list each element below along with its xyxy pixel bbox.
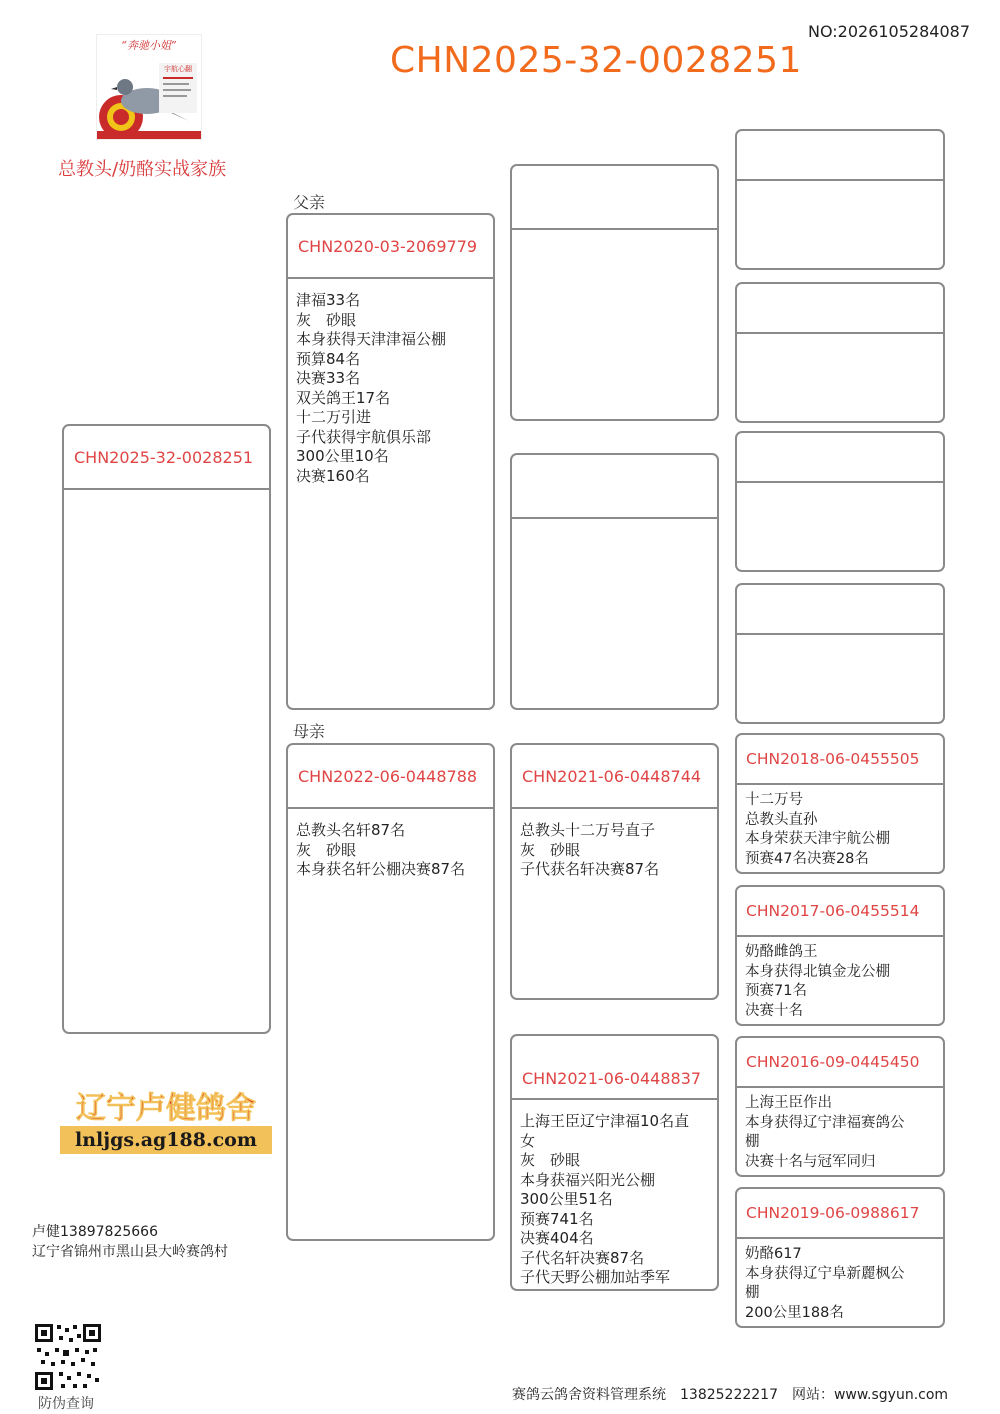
great-grandparent-info-line: 十二万号 [745, 792, 803, 808]
dam-info [288, 809, 493, 884]
owner-contact: 卢健13897825666 [32, 1224, 158, 1240]
pigeon-photo-logo [96, 34, 202, 140]
sire-card [286, 213, 495, 710]
dam-ring-number: CHN2022-06-0448788 [288, 745, 493, 809]
dam-sire-ring-number: CHN2021-06-0448744 [512, 745, 717, 809]
great-grandparent-info [737, 1239, 943, 1327]
dam-info-line: 总教头名轩87名 [296, 821, 406, 839]
dam-dam-info-line: 灰 砂眼 [520, 1151, 581, 1169]
great-grandparent-ring-number [737, 585, 943, 635]
great-grandparent-ring-number [737, 284, 943, 334]
dam-dam-info-line: 上海王臣辽宁津福10名直 [520, 1112, 690, 1130]
great-grandparent-card [735, 1036, 945, 1177]
qr-code-icon [33, 1322, 103, 1392]
sire-info-line: 津福33名 [296, 291, 361, 309]
great-grandparent-info-line: 棚 [745, 1134, 760, 1150]
great-grandparent-info-line: 200公里188名 [745, 1304, 844, 1321]
mother-label: 母亲 [293, 722, 326, 741]
great-grandparent-info-line: 奶酪617 [745, 1246, 802, 1262]
dam-info-line: 本身获名轩公棚决赛87名 [296, 860, 466, 878]
great-grandparent-card [735, 885, 945, 1026]
great-grandparent-info-line: 棚 [745, 1285, 760, 1301]
great-grandparent-card [735, 1187, 945, 1328]
dam-dam-info-line: 决赛404名 [520, 1229, 594, 1247]
dam-sire-card [510, 743, 719, 1000]
great-grandparent-ring-number: CHN2019-06-0988617 [737, 1189, 943, 1239]
great-grandparent-ring-number [737, 433, 943, 483]
dam-sire-info-line: 子代获名轩决赛87名 [520, 860, 660, 878]
certificate-number: NO:2026105284087 [807, 22, 970, 41]
dam-sire-info-line: 总教头十二万号直子 [520, 821, 656, 839]
great-grandparent-info [737, 785, 943, 873]
footer-system-info: 赛鸽云鸽舍资料管理系统 13825222217 网站：www.sgyun.com [512, 1387, 949, 1403]
sire-info-line: 300公里10名 [296, 447, 389, 465]
dam-dam-info-line: 300公里51名 [520, 1190, 613, 1208]
great-grandparent-card [735, 431, 945, 572]
great-grandparent-ring-number [737, 131, 943, 181]
sire-sire-card [510, 164, 719, 421]
sire-sire-ring-number [512, 166, 717, 230]
subject-card [62, 424, 271, 1034]
dam-sire-info-line: 灰 砂眼 [520, 840, 581, 859]
dam-dam-info [512, 1100, 717, 1291]
sire-sire-info [512, 230, 717, 246]
dam-dam-info-line: 女 [520, 1131, 536, 1150]
sire-info [288, 279, 493, 490]
sire-info-line: 决赛33名 [296, 369, 361, 387]
sire-info-line: 本身获得天津津福公棚 [296, 330, 447, 348]
great-grandparent-info-line: 本身荣获天津宇航公棚 [745, 831, 890, 847]
dam-info-line: 灰 砂眼 [296, 840, 357, 859]
great-grandparent-info [737, 937, 943, 1025]
sire-dam-card [510, 453, 719, 710]
great-grandparent-card [735, 129, 945, 270]
dam-card [286, 743, 495, 1241]
great-grandparent-info-line: 上海王臣作出 [745, 1095, 832, 1111]
dam-dam-card [510, 1034, 719, 1291]
great-grandparent-ring-number: CHN2017-06-0455514 [737, 887, 943, 937]
qr-code-label: 防伪查询 [38, 1396, 94, 1412]
pigeon-photo-image [97, 35, 201, 139]
sire-info-line: 十二万引进 [296, 408, 372, 426]
sire-dam-ring-number [512, 455, 717, 519]
great-grandparent-ring-number: CHN2016-09-0445450 [737, 1038, 943, 1088]
great-grandparent-info [737, 1088, 943, 1176]
owner-address: 辽宁省锦州市黑山县大岭赛鸽村 [32, 1244, 228, 1260]
dam-sire-info [512, 809, 717, 884]
dam-dam-info-line: 子代名轩决赛87名 [520, 1248, 645, 1267]
loft-logo-image [60, 1084, 272, 1156]
great-grandparent-info-line: 本身获得辽宁津福赛鸽公 [745, 1114, 905, 1131]
great-grandparent-info-line: 本身获得辽宁阜新麗枫公 [745, 1265, 905, 1282]
loft-logo [60, 1084, 272, 1156]
qr-code[interactable] [33, 1322, 103, 1392]
great-grandparent-card [735, 583, 945, 724]
sire-dam-info [512, 519, 717, 535]
loft-name: 辽宁卢健鸽舍 [76, 1091, 256, 1126]
great-grandparent-info-line: 总教头直孙 [745, 811, 818, 828]
dam-dam-info-line: 预赛741名 [520, 1209, 594, 1228]
dam-dam-info-line: 本身获福兴阳光公棚 [520, 1170, 656, 1189]
dam-dam-info-line: 子代天野公棚加站季军 [520, 1268, 671, 1286]
great-grandparent-info-line: 决赛十名与冠军同归 [745, 1153, 876, 1170]
great-grandparent-info-line: 预赛47名决赛28名 [745, 850, 869, 867]
sire-info-line: 决赛160名 [296, 466, 370, 485]
sire-info-line: 预算84名 [296, 349, 361, 368]
logo-banner-text: “奔驰小姐” [121, 39, 177, 52]
dam-dam-ring-number: CHN2021-06-0448837 [512, 1036, 717, 1100]
sire-info-line: 子代获得宇航俱乐部 [296, 427, 432, 446]
loft-url: lnljgs.ag188.com [75, 1129, 257, 1151]
subject-info [64, 490, 269, 506]
great-grandparent-ring-number: CHN2018-06-0455505 [737, 735, 943, 785]
father-label: 父亲 [293, 193, 326, 212]
great-grandparent-card [735, 282, 945, 423]
family-title: 总教头/奶酪实战家族 [58, 159, 227, 180]
sire-ring-number: CHN2020-03-2069779 [288, 215, 493, 279]
great-grandparent-info-line: 本身获得北镇金龙公棚 [745, 963, 890, 980]
subject-ring-number: CHN2025-32-0028251 [64, 426, 269, 490]
great-grandparent-card [735, 733, 945, 874]
page-title-ring-number: CHN2025-32-0028251 [390, 40, 802, 81]
great-grandparent-info-line: 奶酪雌鸽王 [745, 944, 818, 960]
sire-info-line: 双关鸽王17名 [296, 388, 391, 407]
owner-info [32, 1222, 228, 1262]
great-grandparent-info-line: 预赛71名 [745, 983, 807, 999]
great-grandparent-info-line: 决赛十名 [745, 1002, 803, 1019]
logo-small-text: 宇航心翻 [164, 65, 192, 73]
sire-info-line: 灰 砂眼 [296, 310, 357, 329]
